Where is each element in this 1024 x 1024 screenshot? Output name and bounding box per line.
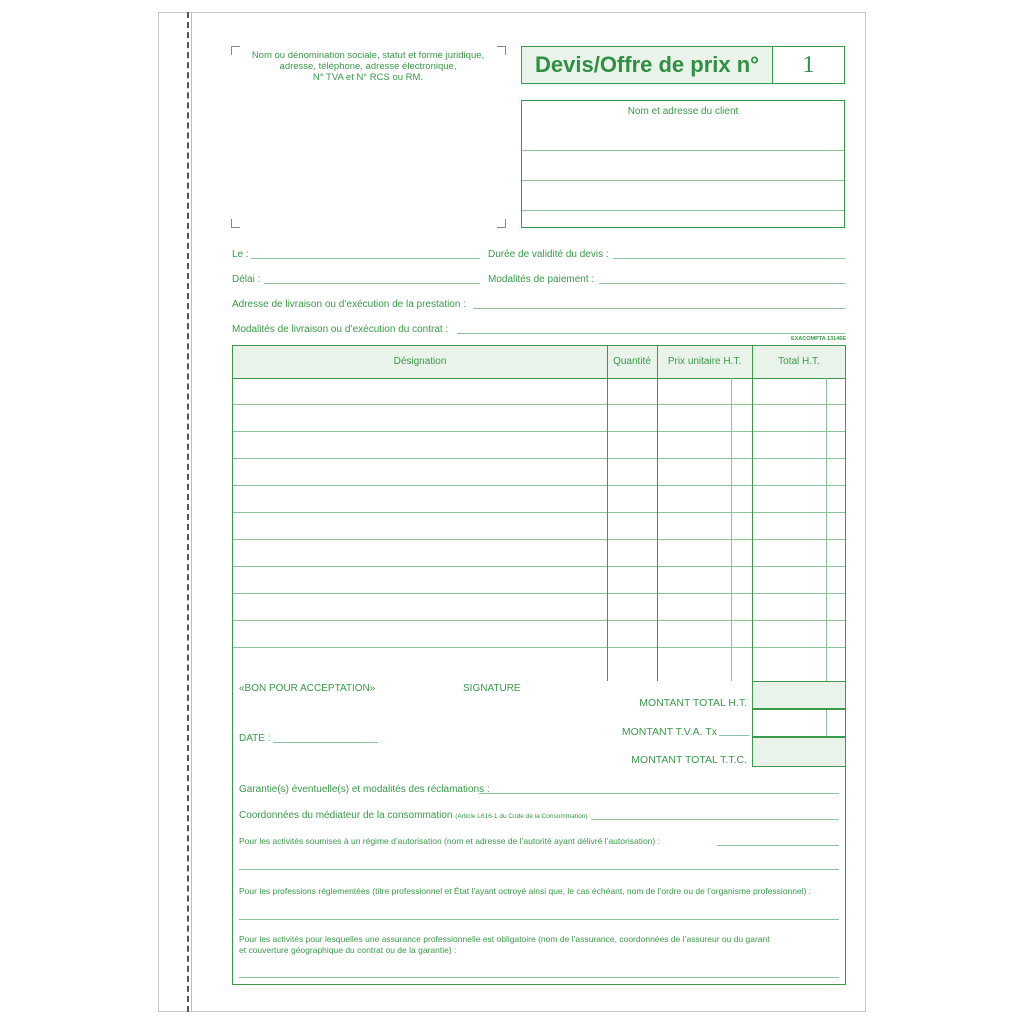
insurance-line[interactable]: [239, 977, 839, 978]
table-row[interactable]: [233, 594, 845, 621]
sender-line: adresse, téléphone, adresse électronique,: [279, 61, 457, 72]
table-row[interactable]: [233, 648, 845, 675]
acceptance-label: «BON POUR ACCEPTATION»: [239, 683, 376, 694]
total-ttc-label: MONTANT TOTAL T.T.C.: [631, 754, 747, 766]
validity-input-line[interactable]: [613, 258, 845, 259]
validity-label: Durée de validité du devis :: [488, 249, 609, 260]
items-table: [232, 345, 846, 985]
document-number: 1: [802, 51, 815, 78]
client-line: [522, 210, 844, 211]
acceptance-date-line[interactable]: [273, 742, 378, 743]
column-divider: [657, 346, 658, 681]
title-box: [521, 46, 845, 84]
table-row[interactable]: [233, 513, 845, 540]
delay-input-line[interactable]: [264, 283, 480, 284]
mediator-line[interactable]: [591, 819, 839, 820]
table-row[interactable]: [233, 567, 845, 594]
table-row[interactable]: [233, 378, 845, 405]
delivery-terms-input-line[interactable]: [457, 333, 845, 334]
regulated-professions-label: Pour les professions réglementées (titre professionnel et État l’ayant octroyé ainsi que, le cas échéant, nom de l’ordre ou de l’organisme professionnel) :: [239, 886, 812, 896]
insurance-label: [239, 934, 770, 956]
insurance-line-2: et couverture géographique du contrat ou de la garantie) :: [239, 945, 457, 955]
delivery-address-input-line[interactable]: [473, 308, 845, 309]
corner-mark: [497, 219, 506, 228]
delivery-address-label: Adresse de livraison ou d’exécution de la prestation :: [232, 299, 467, 310]
col-designation: Désignation: [393, 356, 447, 367]
regulated-professions-line[interactable]: [239, 919, 839, 920]
col-total-ht: Total H.T.: [778, 356, 820, 367]
tva-label: MONTANT T.V.A. Tx: [621, 726, 717, 738]
delivery-terms-label: Modalités de livraison ou d’exécution du contrat :: [232, 324, 449, 335]
client-line: [522, 150, 844, 151]
client-label: Nom et adresse du client: [627, 106, 739, 117]
tva-box[interactable]: [752, 709, 846, 737]
table-row[interactable]: [233, 459, 845, 486]
client-box[interactable]: [521, 100, 845, 228]
date-label: Le :: [232, 249, 249, 260]
payment-terms-input-line[interactable]: [599, 283, 845, 284]
total-ht-label: MONTANT TOTAL H.T.: [639, 697, 747, 709]
sender-instructions: [236, 50, 500, 83]
mediator-text: Coordonnées du médiateur de la consommation: [239, 810, 453, 821]
table-row[interactable]: [233, 432, 845, 459]
table-row[interactable]: [233, 621, 845, 648]
client-line: [522, 180, 844, 181]
table-row[interactable]: [233, 540, 845, 567]
sender-line: Nom ou dénomination sociale, statut et forme juridique,: [251, 50, 485, 61]
total-ttc-box[interactable]: [752, 737, 846, 767]
authorization-label: Pour les activités soumises à un régime d’autorisation (nom et adresse de l’autorité ayant délivré l’autorisation) :: [239, 836, 660, 846]
signature-label: SIGNATURE: [463, 683, 521, 694]
guarantee-line[interactable]: [479, 793, 839, 794]
cents-divider: [731, 378, 732, 681]
authorization-line-2[interactable]: [239, 869, 839, 870]
total-ht-box[interactable]: [752, 681, 846, 709]
mediator-label: [239, 810, 591, 821]
table-header: [233, 346, 845, 379]
tva-rate-line[interactable]: [719, 735, 749, 736]
document-title: Devis/Offre de prix n°: [522, 47, 773, 83]
authorization-line[interactable]: [717, 845, 839, 846]
insurance-line-1: Pour les activités pour lesquelles une assurance professionnelle est obligatoire (nom de l’assurance, coordonnées de l’assureur ou du garant: [239, 934, 770, 944]
perforation-edge: [191, 12, 192, 1012]
mediator-article: (Article L616-1 du Code de la Consommation) :: [455, 813, 592, 820]
reference-code: EXACOMPTA 13146E: [790, 336, 846, 342]
delay-label: Délai :: [232, 274, 261, 285]
acceptance-date-label: DATE :: [239, 733, 271, 744]
table-row[interactable]: [233, 486, 845, 513]
column-divider: [607, 346, 608, 681]
corner-mark: [231, 219, 240, 228]
col-quantite: Quantité: [613, 356, 651, 367]
table-row[interactable]: [233, 405, 845, 432]
date-input-line[interactable]: [251, 258, 480, 259]
perforation-line: [187, 12, 189, 1012]
payment-terms-label: Modalités de paiement :: [488, 274, 595, 285]
col-prix-unitaire: Prix unitaire H.T.: [667, 356, 742, 367]
sender-line: N° TVA et N° RCS ou RM.: [312, 72, 424, 83]
guarantee-label: Garantie(s) éventuelle(s) et modalités des réclamations :: [239, 784, 490, 795]
